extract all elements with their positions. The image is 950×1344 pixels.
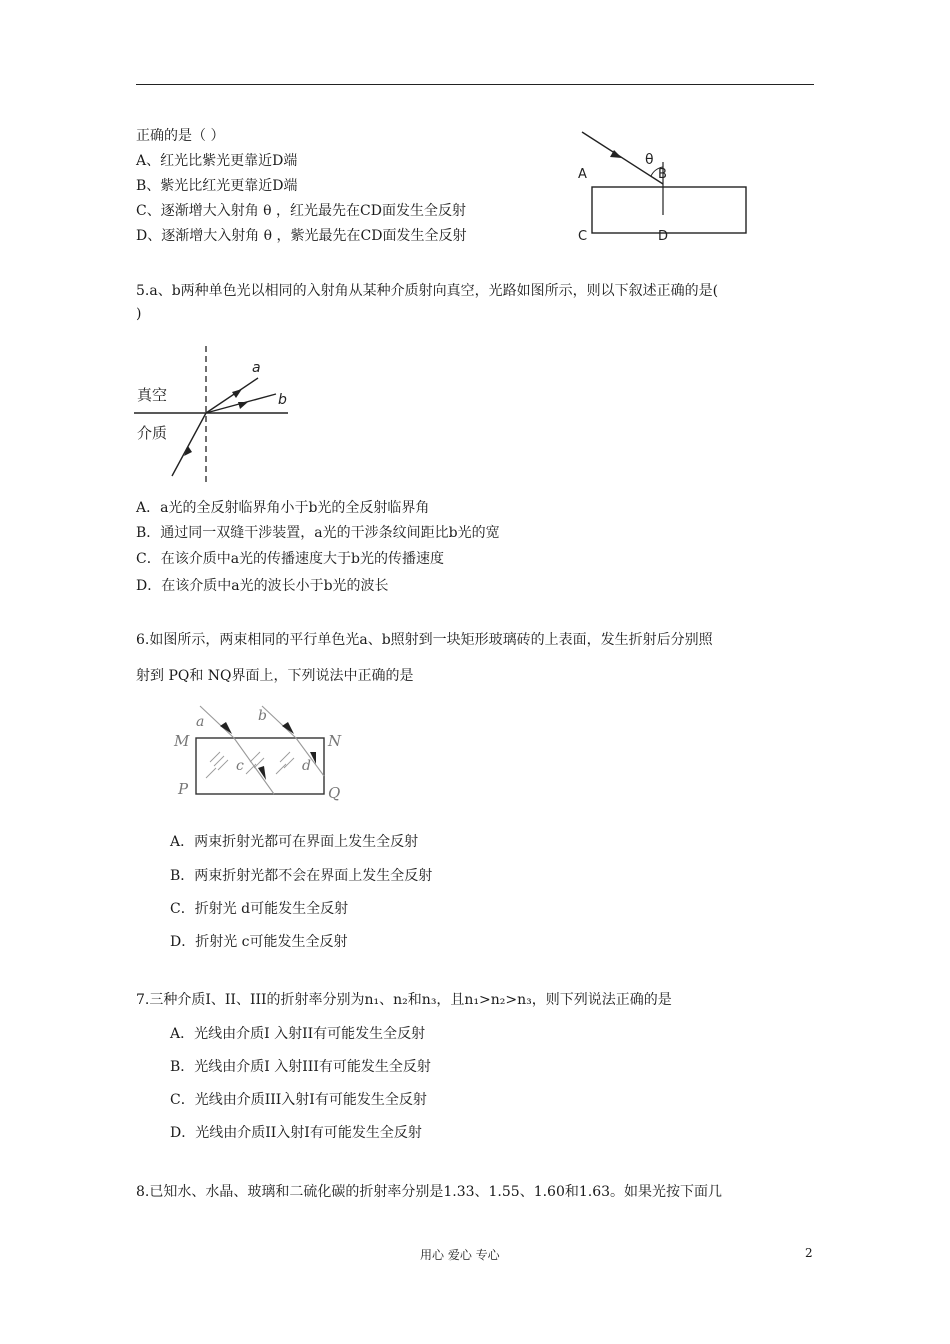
q6-label-d: d xyxy=(302,758,311,774)
q6-glass-brick-figure xyxy=(170,700,350,804)
q7-option-c: C．光线由介质III入射I有可能发生全反射 xyxy=(170,1092,427,1108)
q5-option-b: B．通过同一双缝干涉装置，a光的干涉条纹间距比b光的宽 xyxy=(136,525,500,541)
q5-label-vacuum: 真空 xyxy=(137,386,168,404)
q6-label-p: P xyxy=(178,780,189,798)
q5-option-a: A．a光的全反射临界角小于b光的全反射临界角 xyxy=(136,500,430,516)
q6-stem-line1: 6.如图所示，两束相同的平行单色光a、b照射到一块矩形玻璃砖的上表面，发生折射后分别照 xyxy=(136,632,713,648)
q6-label-n: N xyxy=(328,732,342,750)
q5-option-c: C．在该介质中a光的传播速度大于b光的传播速度 xyxy=(136,551,445,567)
q6-label-a: a xyxy=(196,714,205,730)
q6-label-b: b xyxy=(258,708,267,724)
q7-option-d: D．光线由介质II入射I有可能发生全反射 xyxy=(170,1125,422,1141)
q7-stem: 7.三种介质I、II、III的折射率分别为n₁、n₂和n₃，且n₁>n₂>n₃，则下列说法正确的是 xyxy=(136,992,672,1008)
q7-option-a: A．光线由介质I 入射II有可能发生全反射 xyxy=(170,1026,426,1042)
q5-stem-line2: ) xyxy=(136,306,142,322)
q5-label-medium: 介质 xyxy=(137,424,168,442)
q6-option-a: A．两束折射光都可在界面上发生全反射 xyxy=(170,834,419,850)
q6-label-m: M xyxy=(174,732,190,750)
q5-label-ray-b: b xyxy=(278,392,287,408)
q6-option-c: C．折射光 d可能发生全反射 xyxy=(170,901,349,917)
q5-refraction-figure xyxy=(134,340,304,490)
footer-motto: 用心 爱心 专心 xyxy=(420,1248,500,1262)
q6-label-c: c xyxy=(236,758,244,774)
q4-label-c: C xyxy=(578,229,588,244)
header-rule xyxy=(136,84,814,85)
q7-option-b: B．光线由介质I 入射III有可能发生全反射 xyxy=(170,1059,431,1075)
q4-label-d: D xyxy=(658,229,669,244)
q6-option-b: B．两束折射光都不会在界面上发生全反射 xyxy=(170,868,433,884)
q4-option-d: D、逐渐增大入射角 θ ，紫光最先在CD面发生全反射 xyxy=(136,228,467,244)
q4-option-a: A、红光比紫光更靠近D端 xyxy=(136,153,298,169)
q6-stem-line2: 射到 PQ和 NQ界面上，下列说法中正确的是 xyxy=(136,668,414,684)
q5-option-d: D．在该介质中a光的波长小于b光的波长 xyxy=(136,578,389,594)
q6-option-d: D．折射光 c可能发生全反射 xyxy=(170,934,348,950)
q6-label-q: Q xyxy=(328,784,341,802)
q4-label-a: A xyxy=(578,167,587,182)
page-number: 2 xyxy=(805,1246,813,1260)
q4-option-b: B、紫光比红光更靠近D端 xyxy=(136,178,298,194)
q4-label-theta: θ xyxy=(645,152,654,168)
q5-stem-line1: 5.a、b两种单色光以相同的入射角从某种介质射向真空，光路如图所示，则以下叙述正确的是( xyxy=(136,283,719,299)
q5-label-ray-a: a xyxy=(252,360,261,376)
q4-option-c: C、逐渐增大入射角 θ ，红光最先在CD面发生全反射 xyxy=(136,203,466,219)
q8-stem: 8.已知水、水晶、玻璃和二硫化碳的折射率分别是1.33、1.55、1.60和1.63。如果光按下面几 xyxy=(136,1184,723,1200)
q4-prism-figure xyxy=(570,122,760,250)
q4-label-b: B xyxy=(658,167,667,182)
q4-stem: 正确的是（ ） xyxy=(136,128,225,144)
